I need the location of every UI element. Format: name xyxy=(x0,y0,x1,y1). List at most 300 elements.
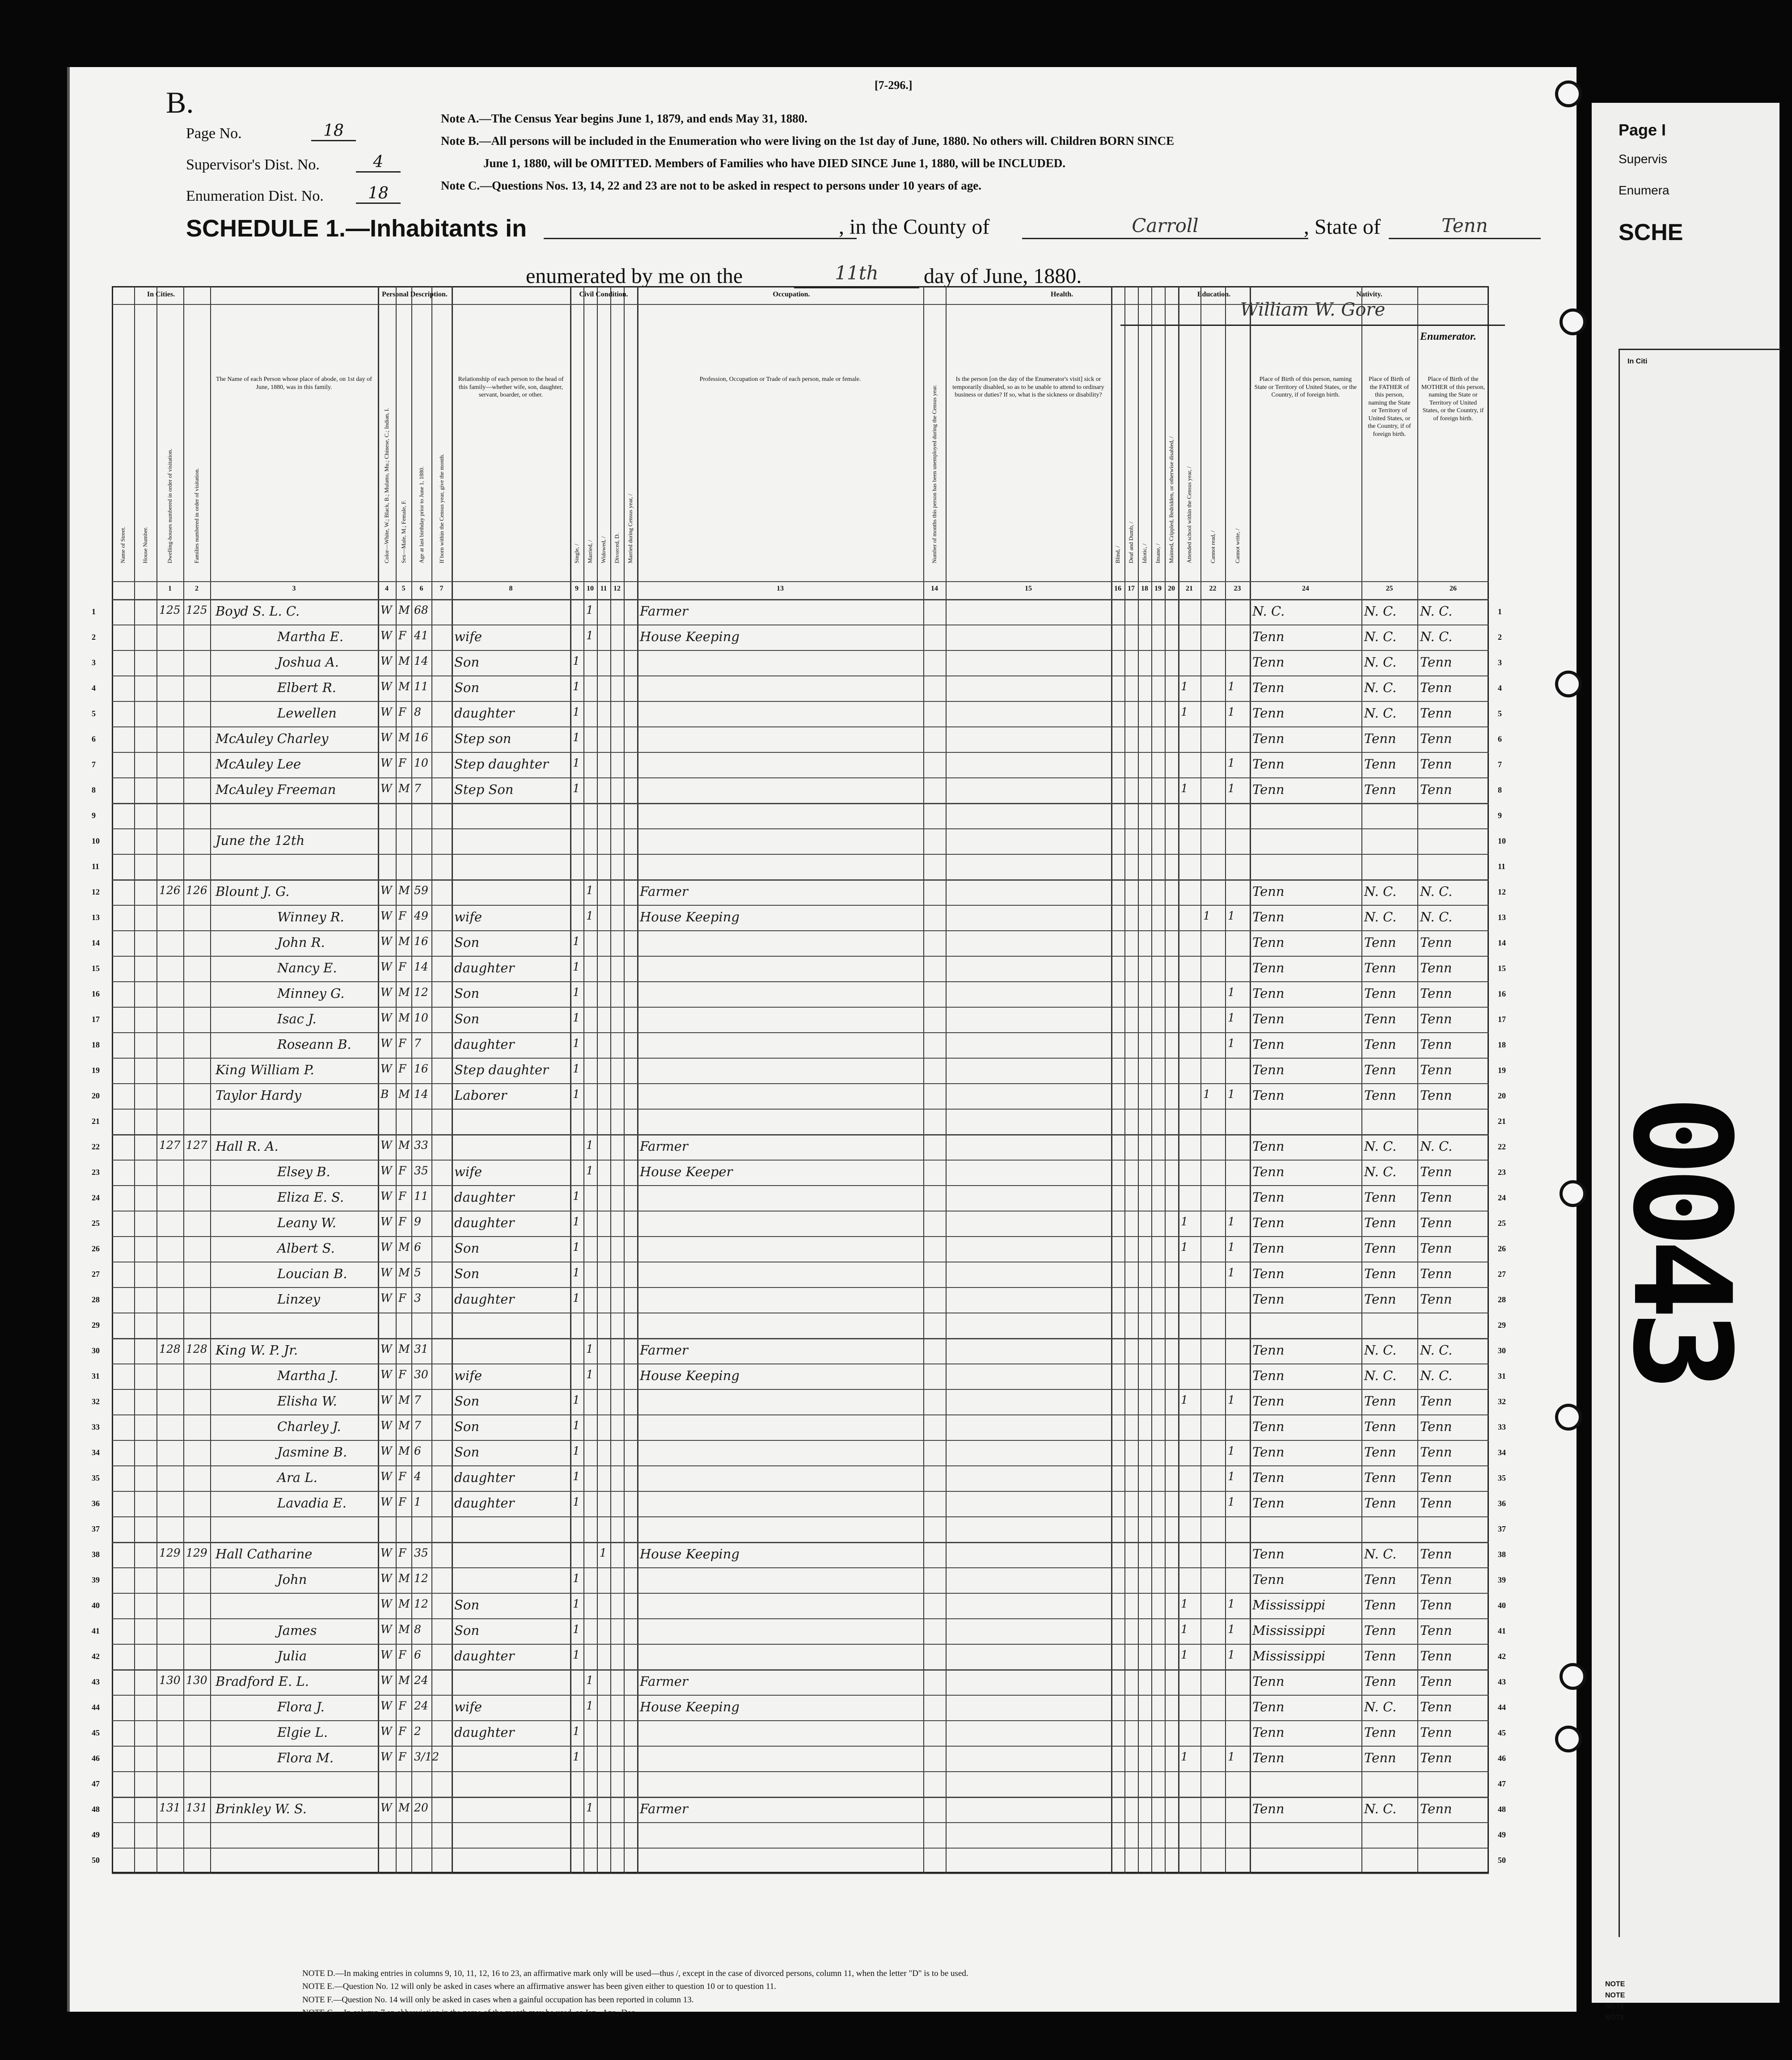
person-name: James xyxy=(277,1623,317,1638)
mother-birthplace-value: Tenn xyxy=(1420,1623,1452,1638)
column-rule xyxy=(396,286,397,1873)
row-rule xyxy=(112,1822,1489,1823)
rp-note-4: NOTE xyxy=(1605,2014,1625,2022)
color-value: W xyxy=(380,1292,392,1304)
color-value: W xyxy=(380,1164,392,1177)
note-g: NOTE G.—In column 7 an abbreviation in the name of the month may be used, as Jan., Apr., Dec. xyxy=(302,2008,637,2018)
birthplace-value: Mississippi xyxy=(1252,1623,1326,1638)
rp-sched-label: SCHE xyxy=(1619,220,1683,245)
column-rule xyxy=(1151,286,1152,1873)
note-b-line1: Note B.—All persons will be included in the Enumeration who were living on the 1st day of June, 1880. No others will. Children BORN SINCE xyxy=(441,134,1175,148)
row-number-right: 30 xyxy=(1498,1346,1506,1355)
father-birthplace-value: N. C. xyxy=(1364,1342,1397,1358)
school-mark: 1 xyxy=(1181,1750,1188,1763)
supervisor-label: Supervisor's Dist. No. xyxy=(186,156,320,173)
row-number-left: 16 xyxy=(92,989,100,998)
row-rule xyxy=(112,1083,1489,1084)
column-number: 13 xyxy=(777,585,784,592)
dwelling-number: 127 xyxy=(159,1139,181,1152)
person-name: Winney R. xyxy=(277,909,344,924)
sex-value: M xyxy=(398,680,410,693)
single-mark: 1 xyxy=(573,1419,580,1432)
color-value: W xyxy=(380,1674,392,1687)
single-mark: 1 xyxy=(573,1648,580,1661)
row-number-left: 42 xyxy=(92,1652,100,1661)
row-number-left: 24 xyxy=(92,1193,100,1202)
relationship-value: daughter xyxy=(454,1215,515,1230)
mother-birthplace-value: Tenn xyxy=(1420,1164,1452,1179)
person-name: Isac J. xyxy=(277,1011,317,1026)
day-value: 11th xyxy=(794,262,919,288)
relationship-value: daughter xyxy=(454,1292,515,1307)
column-rule xyxy=(1417,286,1418,1873)
footnotes xyxy=(302,1967,1599,2020)
cannot-write-mark: 1 xyxy=(1228,1011,1235,1024)
mother-birthplace-value: N. C. xyxy=(1420,1139,1453,1154)
row-rule xyxy=(112,1389,1489,1390)
age-value: 20 xyxy=(414,1801,428,1814)
row-number-left: 13 xyxy=(92,913,100,922)
row-number-right: 5 xyxy=(1498,709,1502,718)
row-number-right: 50 xyxy=(1498,1856,1506,1865)
mother-birthplace-value: N. C. xyxy=(1420,1368,1453,1383)
relationship-value: Son xyxy=(454,935,480,950)
row-rule xyxy=(112,828,1489,829)
person-name: Eliza E. S. xyxy=(277,1190,344,1205)
family-number: 131 xyxy=(186,1801,207,1814)
row-number-right: 13 xyxy=(1498,913,1506,922)
row-number-left: 5 xyxy=(92,709,96,718)
sex-value: F xyxy=(398,1725,406,1738)
column-number: 18 xyxy=(1141,585,1148,592)
row-number-left: 23 xyxy=(92,1168,100,1177)
mother-birthplace-value: Tenn xyxy=(1420,986,1452,1001)
dwelling-number: 125 xyxy=(159,604,181,616)
birthplace-value: Tenn xyxy=(1252,1266,1285,1281)
column-number: 14 xyxy=(931,585,938,592)
row-number-left: 36 xyxy=(92,1499,100,1508)
row-number-left: 10 xyxy=(92,836,100,845)
sex-value: F xyxy=(398,1495,406,1508)
birthplace-value: Tenn xyxy=(1252,1393,1285,1409)
column-number: 6 xyxy=(419,585,423,592)
age-value: 11 xyxy=(414,680,428,693)
row-number-left: 2 xyxy=(92,633,96,642)
married-mark: 1 xyxy=(586,1368,593,1381)
column-heading: Relationship of each person to the head of this family—whether wife, son, daughter, servant, boarder, or other. xyxy=(458,376,564,398)
person-name: Martha E. xyxy=(277,629,344,644)
sex-value: M xyxy=(398,731,410,744)
row-number-left: 6 xyxy=(92,735,96,743)
age-value: 35 xyxy=(414,1164,428,1177)
township-blank xyxy=(544,215,857,239)
mother-birthplace-value: Tenn xyxy=(1420,1088,1452,1103)
cannot-write-mark: 1 xyxy=(1228,1623,1235,1636)
sex-value: M xyxy=(398,782,410,795)
person-name: Elsey B. xyxy=(277,1164,330,1179)
rp-page-label: Page I xyxy=(1619,121,1666,139)
relationship-value: Step Son xyxy=(454,782,514,797)
sex-value: M xyxy=(398,1801,410,1814)
note-d: NOTE D.—In making entries in columns 9, 10, 11, 12, 16 to 23, an affirmative mark only will be used—thus /, except in the case of divorced persons, column 11, when the letter "D" is to be used. xyxy=(302,1969,968,1978)
row-rule xyxy=(112,675,1489,676)
school-mark: 1 xyxy=(1181,1215,1188,1228)
row-number-right: 16 xyxy=(1498,989,1506,998)
birthplace-value: Tenn xyxy=(1252,1750,1285,1765)
column-rule xyxy=(923,286,924,1873)
color-value: W xyxy=(380,1139,392,1152)
person-name: Lewellen xyxy=(277,705,337,721)
row-number-right: 38 xyxy=(1498,1550,1506,1559)
color-value: W xyxy=(380,1266,392,1279)
person-name: Loucian B. xyxy=(277,1266,347,1281)
school-mark: 1 xyxy=(1181,1241,1188,1254)
sex-value: F xyxy=(398,756,406,769)
age-value: 8 xyxy=(414,705,421,718)
row-rule xyxy=(112,1338,1489,1339)
family-number: 129 xyxy=(186,1546,207,1559)
mother-birthplace-value: Tenn xyxy=(1420,935,1452,950)
birthplace-value: Tenn xyxy=(1252,1241,1285,1256)
row-rule xyxy=(112,1491,1489,1492)
row-number-left: 18 xyxy=(92,1040,100,1049)
relationship-value: Son xyxy=(454,1623,480,1638)
sex-value: M xyxy=(398,935,410,948)
father-birthplace-value: Tenn xyxy=(1364,1037,1396,1052)
column-rule xyxy=(583,286,584,1873)
row-rule xyxy=(112,701,1489,702)
binder-ring xyxy=(1560,1663,1586,1690)
row-number-left: 26 xyxy=(92,1244,100,1253)
mother-birthplace-value: Tenn xyxy=(1420,705,1452,721)
single-mark: 1 xyxy=(573,731,580,744)
married-mark: 1 xyxy=(586,1164,593,1177)
age-value: 30 xyxy=(414,1368,428,1381)
row-rule xyxy=(112,905,1489,906)
birthplace-value: Tenn xyxy=(1252,1572,1285,1587)
row-number-left: 50 xyxy=(92,1856,100,1865)
color-value: W xyxy=(380,935,392,948)
cannot-write-mark: 1 xyxy=(1228,756,1235,769)
mother-birthplace-value: Tenn xyxy=(1420,1266,1452,1281)
color-value: W xyxy=(380,909,392,922)
relationship-value: wife xyxy=(454,1368,482,1383)
sex-value: M xyxy=(398,1674,410,1687)
column-rule xyxy=(946,286,947,1873)
father-birthplace-value: Tenn xyxy=(1364,1190,1396,1205)
row-rule xyxy=(112,1567,1489,1568)
row-number-left: 27 xyxy=(92,1270,100,1279)
age-value: 4 xyxy=(414,1470,421,1483)
relationship-value: wife xyxy=(454,629,482,644)
relationship-value: Son xyxy=(454,680,480,695)
birthplace-value: Tenn xyxy=(1252,629,1285,644)
birthplace-value: Tenn xyxy=(1252,1011,1285,1026)
father-birthplace-value: Tenn xyxy=(1364,1470,1396,1485)
birthplace-value: Tenn xyxy=(1252,909,1285,924)
age-value: 49 xyxy=(414,909,428,922)
sex-value: M xyxy=(398,1393,410,1406)
occupation-value: Farmer xyxy=(640,1139,688,1154)
row-number-right: 34 xyxy=(1498,1448,1506,1457)
row-number-right: 27 xyxy=(1498,1270,1506,1279)
color-value: W xyxy=(380,1725,392,1738)
rp-super-label: Supervis xyxy=(1619,152,1667,166)
row-number-left: 37 xyxy=(92,1524,100,1533)
school-mark: 1 xyxy=(1181,1393,1188,1406)
color-value: W xyxy=(380,1190,392,1203)
census-grid xyxy=(92,286,1506,1873)
mother-birthplace-value: Tenn xyxy=(1420,1419,1452,1434)
row-number-left: 33 xyxy=(92,1423,100,1431)
birthplace-value: Tenn xyxy=(1252,1444,1285,1460)
school-mark: 1 xyxy=(1181,1623,1188,1636)
mother-birthplace-value: Tenn xyxy=(1420,1801,1452,1816)
mother-birthplace-value: N. C. xyxy=(1420,1342,1453,1358)
father-birthplace-value: N. C. xyxy=(1364,909,1397,924)
person-name: Taylor Hardy xyxy=(216,1088,301,1103)
mother-birthplace-value: Tenn xyxy=(1420,1725,1452,1740)
father-birthplace-value: Tenn xyxy=(1364,986,1396,1001)
row-number-left: 14 xyxy=(92,938,100,947)
mother-birthplace-value: Tenn xyxy=(1420,1648,1452,1663)
birthplace-value: Mississippi xyxy=(1252,1597,1326,1613)
birthplace-value: Tenn xyxy=(1252,1725,1285,1740)
color-value: W xyxy=(380,1062,392,1075)
relationship-value: daughter xyxy=(454,1037,515,1052)
age-value: 9 xyxy=(414,1215,421,1228)
mother-birthplace-value: Tenn xyxy=(1420,680,1452,695)
column-heading: Deaf and Dumb, / xyxy=(1128,521,1134,563)
age-value: 35 xyxy=(414,1546,428,1559)
cannot-write-mark: 1 xyxy=(1228,1597,1235,1610)
person-name: Albert S. xyxy=(277,1241,335,1256)
row-rule xyxy=(112,1873,1489,1874)
county-label: , in the County of xyxy=(839,215,990,239)
row-rule xyxy=(112,956,1489,957)
dwelling-number: 130 xyxy=(159,1674,181,1687)
column-heading: House Number. xyxy=(142,527,148,563)
column-heading: Sex—Male, M.; Female, F. xyxy=(400,500,407,563)
school-mark: 1 xyxy=(1181,1648,1188,1661)
row-number-right: 24 xyxy=(1498,1193,1506,1202)
row-rule xyxy=(112,1465,1489,1466)
single-mark: 1 xyxy=(573,1750,580,1763)
row-number-right: 46 xyxy=(1498,1754,1506,1763)
sex-value: M xyxy=(398,884,410,897)
header-rule xyxy=(112,599,1489,600)
relationship-value: daughter xyxy=(454,960,515,975)
row-number-right: 3 xyxy=(1498,658,1502,667)
single-mark: 1 xyxy=(573,1088,580,1101)
column-heading: Color—White, W.; Black, B.; Mulatto, Mu.; Chinese, C.; Indian, I. xyxy=(383,408,390,563)
column-number: 9 xyxy=(575,585,579,592)
column-heading: Insane, / xyxy=(1154,543,1161,563)
person-name: Leany W. xyxy=(277,1215,336,1230)
row-number-right: 14 xyxy=(1498,938,1506,947)
column-heading: Blind, / xyxy=(1114,545,1121,563)
age-value: 59 xyxy=(414,884,428,897)
row-rule xyxy=(112,1746,1489,1747)
age-value: 12 xyxy=(414,1572,428,1585)
father-birthplace-value: Tenn xyxy=(1364,1266,1396,1281)
sex-value: F xyxy=(398,1368,406,1381)
sex-value: F xyxy=(398,1164,406,1177)
mother-birthplace-value: N. C. xyxy=(1420,604,1453,619)
person-name: Ara L. xyxy=(277,1470,317,1485)
row-number-left: 19 xyxy=(92,1066,100,1075)
single-mark: 1 xyxy=(573,1470,580,1483)
row-rule xyxy=(112,854,1489,855)
relationship-value: Son xyxy=(454,1011,480,1026)
column-number: 17 xyxy=(1128,585,1135,592)
color-value: W xyxy=(380,1495,392,1508)
person-name: Hall R. A. xyxy=(216,1139,279,1154)
father-birthplace-value: Tenn xyxy=(1364,935,1396,950)
binder-ring xyxy=(1560,308,1586,335)
father-birthplace-value: Tenn xyxy=(1364,1674,1396,1689)
row-number-right: 26 xyxy=(1498,1244,1506,1253)
enumeration-label: Enumeration Dist. No. xyxy=(186,188,324,204)
married-mark: 1 xyxy=(586,1699,593,1712)
row-rule xyxy=(112,1134,1489,1136)
color-value: W xyxy=(380,654,392,667)
row-rule xyxy=(112,1058,1489,1059)
color-value: W xyxy=(380,986,392,999)
sex-value: M xyxy=(398,986,410,999)
column-rule xyxy=(411,286,412,1873)
column-rule xyxy=(452,286,453,1873)
mother-birthplace-value: Tenn xyxy=(1420,731,1452,746)
row-number-right: 22 xyxy=(1498,1142,1506,1151)
column-heading: If born within the Census year, give the month. xyxy=(438,454,445,563)
dwelling-number: 128 xyxy=(159,1342,181,1355)
column-rule xyxy=(610,286,611,1873)
person-name: McAuley Lee xyxy=(216,756,301,772)
row-rule xyxy=(112,930,1489,931)
single-mark: 1 xyxy=(573,935,580,948)
relationship-value: wife xyxy=(454,1164,482,1179)
mother-birthplace-value: Tenn xyxy=(1420,756,1452,772)
single-mark: 1 xyxy=(573,756,580,769)
color-value: W xyxy=(380,1648,392,1661)
row-number-left: 31 xyxy=(92,1372,100,1380)
relationship-value: wife xyxy=(454,1699,482,1714)
row-number-right: 20 xyxy=(1498,1091,1506,1100)
person-name: McAuley Charley xyxy=(216,731,329,746)
dwelling-number: 131 xyxy=(159,1801,181,1814)
age-value: 68 xyxy=(414,604,428,616)
cannot-write-mark: 1 xyxy=(1228,680,1235,693)
cannot-write-mark: 1 xyxy=(1228,909,1235,922)
relationship-value: daughter xyxy=(454,1190,515,1205)
family-number: 128 xyxy=(186,1342,207,1355)
column-heading: Profession, Occupation or Trade of each person, male or female. xyxy=(699,376,861,383)
father-birthplace-value: N. C. xyxy=(1364,1164,1397,1179)
row-number-left: 35 xyxy=(92,1473,100,1482)
birthplace-value: Tenn xyxy=(1252,1037,1285,1052)
rp-note-2: NOTE xyxy=(1605,1992,1625,1999)
person-name: Elisha W. xyxy=(277,1393,337,1409)
sex-value: M xyxy=(398,1011,410,1024)
single-mark: 1 xyxy=(573,1623,580,1636)
cannot-read-mark: 1 xyxy=(1203,909,1210,922)
person-name: King W. P. Jr. xyxy=(216,1342,298,1358)
column-heading: Place of Birth of the MOTHER of this person, naming the State or Territory of United States, or the Country, if of foreign birth. xyxy=(1421,376,1485,422)
age-value: 5 xyxy=(414,1266,421,1279)
color-value: W xyxy=(380,1011,392,1024)
person-name: Jasmine B. xyxy=(277,1444,347,1460)
age-value: 6 xyxy=(414,1444,421,1457)
person-name: Blount J. G. xyxy=(216,884,290,899)
row-number-right: 8 xyxy=(1498,785,1502,794)
married-mark: 1 xyxy=(586,909,593,922)
sex-value: M xyxy=(398,1572,410,1585)
group-rule xyxy=(112,304,1489,305)
state-value: Tenn xyxy=(1389,215,1541,239)
enumerator-signature: William W. Gore xyxy=(1120,300,1505,326)
age-value: 3/12 xyxy=(414,1750,440,1763)
birthplace-value: N. C. xyxy=(1252,604,1285,619)
row-number-right: 44 xyxy=(1498,1703,1506,1712)
column-heading: Cannot read, / xyxy=(1209,530,1216,563)
column-heading: Dwelling-houses numbered in order of visitation. xyxy=(166,448,173,563)
row-number-right: 29 xyxy=(1498,1321,1506,1330)
birthplace-value: Tenn xyxy=(1252,705,1285,721)
row-rule xyxy=(112,1440,1489,1441)
married-mark: 1 xyxy=(586,884,593,897)
row-number-right: 6 xyxy=(1498,735,1502,743)
color-value: W xyxy=(380,705,392,718)
occupation-value: House Keeper xyxy=(640,1164,733,1179)
color-value: W xyxy=(380,1444,392,1457)
father-birthplace-value: Tenn xyxy=(1364,1495,1396,1511)
page-no-value: 18 xyxy=(311,122,356,141)
column-rule xyxy=(570,286,571,1873)
person-name: Julia xyxy=(277,1648,307,1663)
age-value: 7 xyxy=(414,782,421,795)
column-rule xyxy=(1138,286,1139,1873)
column-heading: Name of Street. xyxy=(119,527,126,563)
column-heading: Place of Birth of this person, naming State or Territory of United States, or the Country, if of foreign birth. xyxy=(1254,376,1357,398)
day-suffix: day of June, 1880. xyxy=(924,264,1082,288)
note-c: Note C.—Questions Nos. 13, 14, 22 and 23 are not to be asked in respect to persons under 10 years of age. xyxy=(441,179,982,192)
person-name: Bradford E. L. xyxy=(216,1674,309,1689)
birthplace-value: Tenn xyxy=(1252,731,1285,746)
note-f: NOTE F.—Question No. 14 will only be asked in cases when a gainful occupation has been reported in column 13. xyxy=(302,1995,694,2005)
age-value: 10 xyxy=(414,756,428,769)
relationship-value: daughter xyxy=(454,1495,515,1511)
sex-value: F xyxy=(398,705,406,718)
person-name: Flora J. xyxy=(277,1699,325,1714)
column-number: 19 xyxy=(1154,585,1162,592)
sex-value: F xyxy=(398,1750,406,1763)
single-mark: 1 xyxy=(573,1444,580,1457)
relationship-value: Son xyxy=(454,654,480,670)
birthplace-value: Tenn xyxy=(1252,1368,1285,1383)
row-number-left: 4 xyxy=(92,684,96,692)
age-value: 10 xyxy=(414,1011,428,1024)
row-number-right: 49 xyxy=(1498,1830,1506,1839)
person-name: Nancy E. xyxy=(277,960,337,975)
birthplace-value: Tenn xyxy=(1252,654,1285,670)
row-number-right: 45 xyxy=(1498,1728,1506,1737)
relationship-value: Son xyxy=(454,986,480,1001)
mother-birthplace-value: Tenn xyxy=(1420,1674,1452,1689)
sex-value: M xyxy=(398,1597,410,1610)
row-rule xyxy=(112,879,1489,881)
father-birthplace-value: N. C. xyxy=(1364,604,1397,619)
